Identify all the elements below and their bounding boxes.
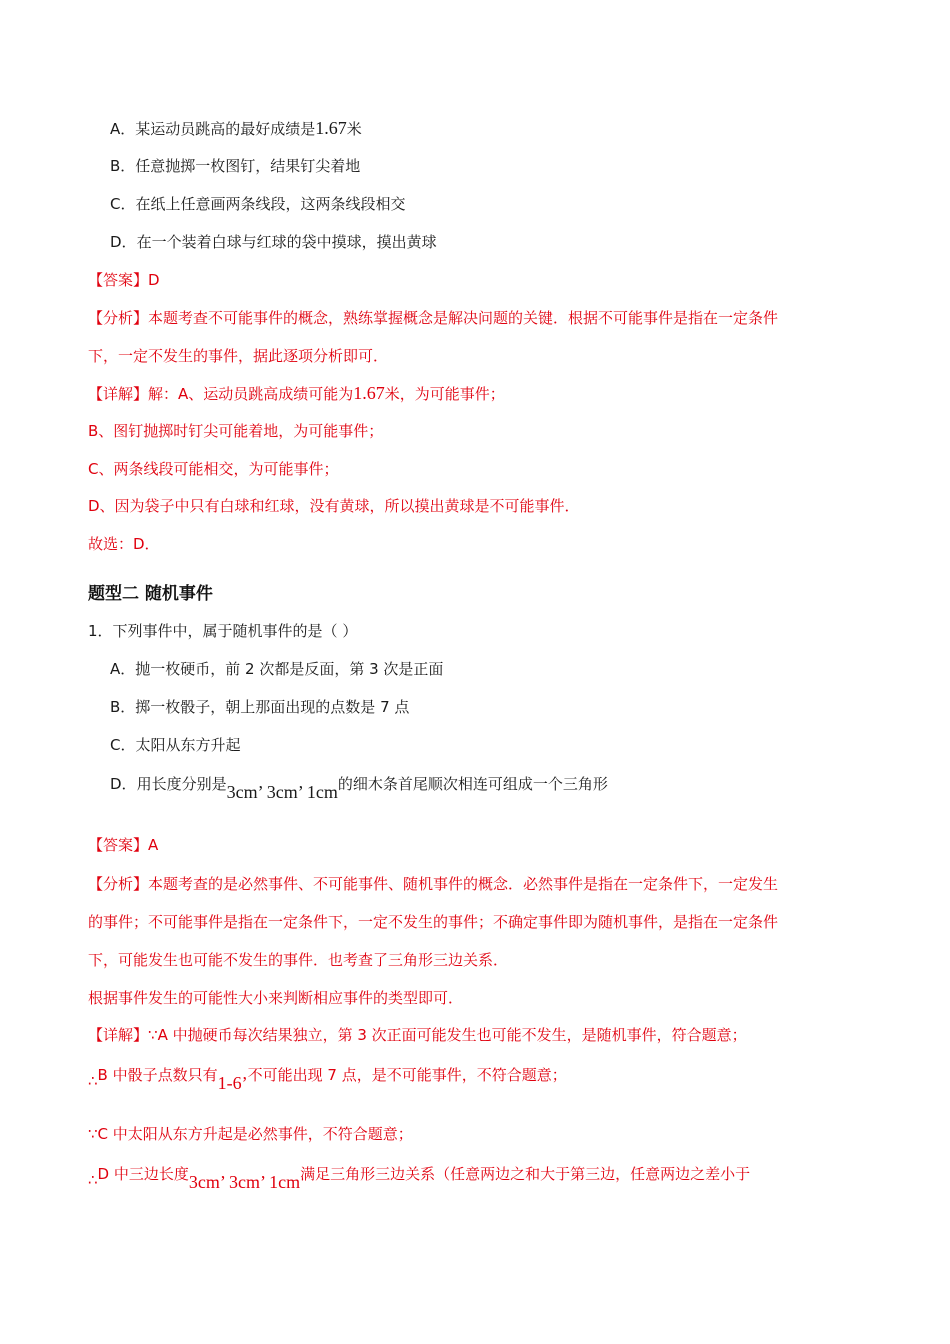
q-option-c — [110, 735, 241, 755]
option-label: D． — [110, 775, 137, 793]
option-text-post: 的细木条首尾顺次相连可组成一个三角形 — [337, 775, 608, 793]
q-analysis-line-2: 的事件；不可能事件是指在一定条件下，一定不发生的事件；不确定事件即为随机事件，是指在一定条件 — [88, 913, 779, 931]
detail-line-3: C、两条线段可能相交，为可能事件； — [88, 460, 339, 478]
detail-line-2: B、图钉抛掷时钉尖可能着地，为可能事件； — [88, 422, 384, 440]
detail-text: C 中太阳从东方升起是必然事件，不符合题意； — [97, 1125, 413, 1143]
option-text-post: 米 — [346, 120, 362, 138]
option-a — [110, 118, 362, 139]
q-analysis-line-3: 下，可能发生也可能不发生的事件．也考查了三角形三边关系． — [88, 951, 509, 969]
answer-tag: 【答案】 — [88, 271, 149, 289]
analysis-tag: 【分析】 — [88, 875, 149, 893]
because-symbol: ∵ — [88, 1125, 98, 1143]
detail-text-post: 不可能出现 7 点，是不可能事件，不符合题意； — [247, 1066, 567, 1084]
question-text: 下列事件中，属于随机事件的是（ ） — [112, 622, 358, 640]
analysis-text: 本题考查的是必然事件、不可能事件、随机事件的概念．必然事件是指在一定条件下，一定发生 — [148, 875, 779, 893]
option-text: 太阳从东方升起 — [135, 736, 241, 754]
option-c — [110, 194, 406, 214]
q-option-b — [110, 697, 409, 717]
question-stem — [88, 621, 357, 641]
detail-tag: 【详解】 — [88, 1026, 149, 1044]
q-detail-line-3 — [88, 1124, 413, 1144]
option-label: A． — [110, 120, 136, 138]
option-text: 用长度分别是 — [136, 775, 227, 793]
q-detail-line-2 — [88, 1064, 567, 1093]
option-label: C． — [110, 195, 136, 213]
answer-value: D — [148, 271, 160, 289]
option-label: B． — [110, 698, 136, 716]
conclusion: 故选：D． — [88, 535, 160, 553]
math-value: 3cm’ 3cm’ 1cm — [188, 1172, 301, 1192]
q-analysis-line-4: 根据事件发生的可能性大小来判断相应事件的类型即可． — [88, 989, 464, 1007]
detail-text: D 中三边长度 — [97, 1165, 189, 1183]
option-label: B． — [110, 157, 136, 175]
q-option-d — [110, 773, 608, 802]
question-number: 1． — [88, 622, 113, 640]
detail-text-post: 米，为可能事件； — [384, 385, 505, 403]
option-text: 某运动员跳高的最好成绩是 — [135, 120, 316, 138]
detail-tag: 【详解】 — [88, 385, 149, 403]
option-label: D． — [110, 233, 137, 251]
math-value: 1-6’ — [217, 1073, 248, 1093]
answer-value: A — [148, 836, 159, 854]
detail-line-1 — [88, 383, 505, 404]
detail-text: 解：A、运动员跳高成绩可能为 — [148, 385, 354, 403]
therefore-symbol: ∴ — [88, 1072, 98, 1090]
detail-line-4: D、因为袋子中只有白球和红球，没有黄球，所以摸出黄球是不可能事件． — [88, 497, 580, 515]
option-text: 在纸上任意画两条线段，这两条线段相交 — [135, 195, 406, 213]
math-value: 1.67 — [315, 118, 347, 138]
option-b — [110, 156, 360, 176]
math-value: 1.67 — [353, 383, 385, 403]
option-label: A． — [110, 660, 136, 678]
analysis-line-2: 下，一定不发生的事件，据此逐项分析即可． — [88, 347, 389, 365]
analysis-text: 本题考查不可能事件的概念，熟练掌握概念是解决问题的关键．根据不可能事件是指在一定条件 — [148, 309, 779, 327]
option-text: 掷一枚骰子，朝上那面出现的点数是 7 点 — [135, 698, 410, 716]
section-title: 题型二 随机事件 — [88, 584, 213, 604]
detail-text-post: 满足三角形三边关系（任意两边之和大于第三边，任意两边之差小于 — [300, 1165, 751, 1183]
answer-line — [88, 270, 160, 290]
option-text: 在一个装着白球与红球的袋中摸球，摸出黄球 — [136, 233, 437, 251]
q-answer-line — [88, 835, 158, 855]
math-value: 3cm’ 3cm’ 1cm — [226, 782, 338, 802]
answer-tag: 【答案】 — [88, 836, 149, 854]
option-text: 抛一枚硬币，前 2 次都是反面，第 3 次是正面 — [135, 660, 444, 678]
because-symbol: ∵ — [148, 1026, 158, 1044]
detail-text: A 中抛硬币每次结果独立，第 3 次正面可能发生也可能不发生，是随机事件，符合题意； — [157, 1026, 747, 1044]
q-detail-line-4 — [88, 1163, 751, 1192]
analysis-line-1 — [88, 308, 778, 328]
q-option-a — [110, 659, 443, 679]
option-d — [110, 232, 437, 252]
option-label: C． — [110, 736, 136, 754]
option-text: 任意抛掷一枚图钉，结果钉尖着地 — [135, 157, 361, 175]
analysis-tag: 【分析】 — [88, 309, 149, 327]
detail-text: B 中骰子点数只有 — [97, 1066, 218, 1084]
q-analysis-line-1 — [88, 874, 778, 894]
therefore-symbol: ∴ — [88, 1171, 98, 1189]
q-detail-line-1 — [88, 1025, 747, 1045]
